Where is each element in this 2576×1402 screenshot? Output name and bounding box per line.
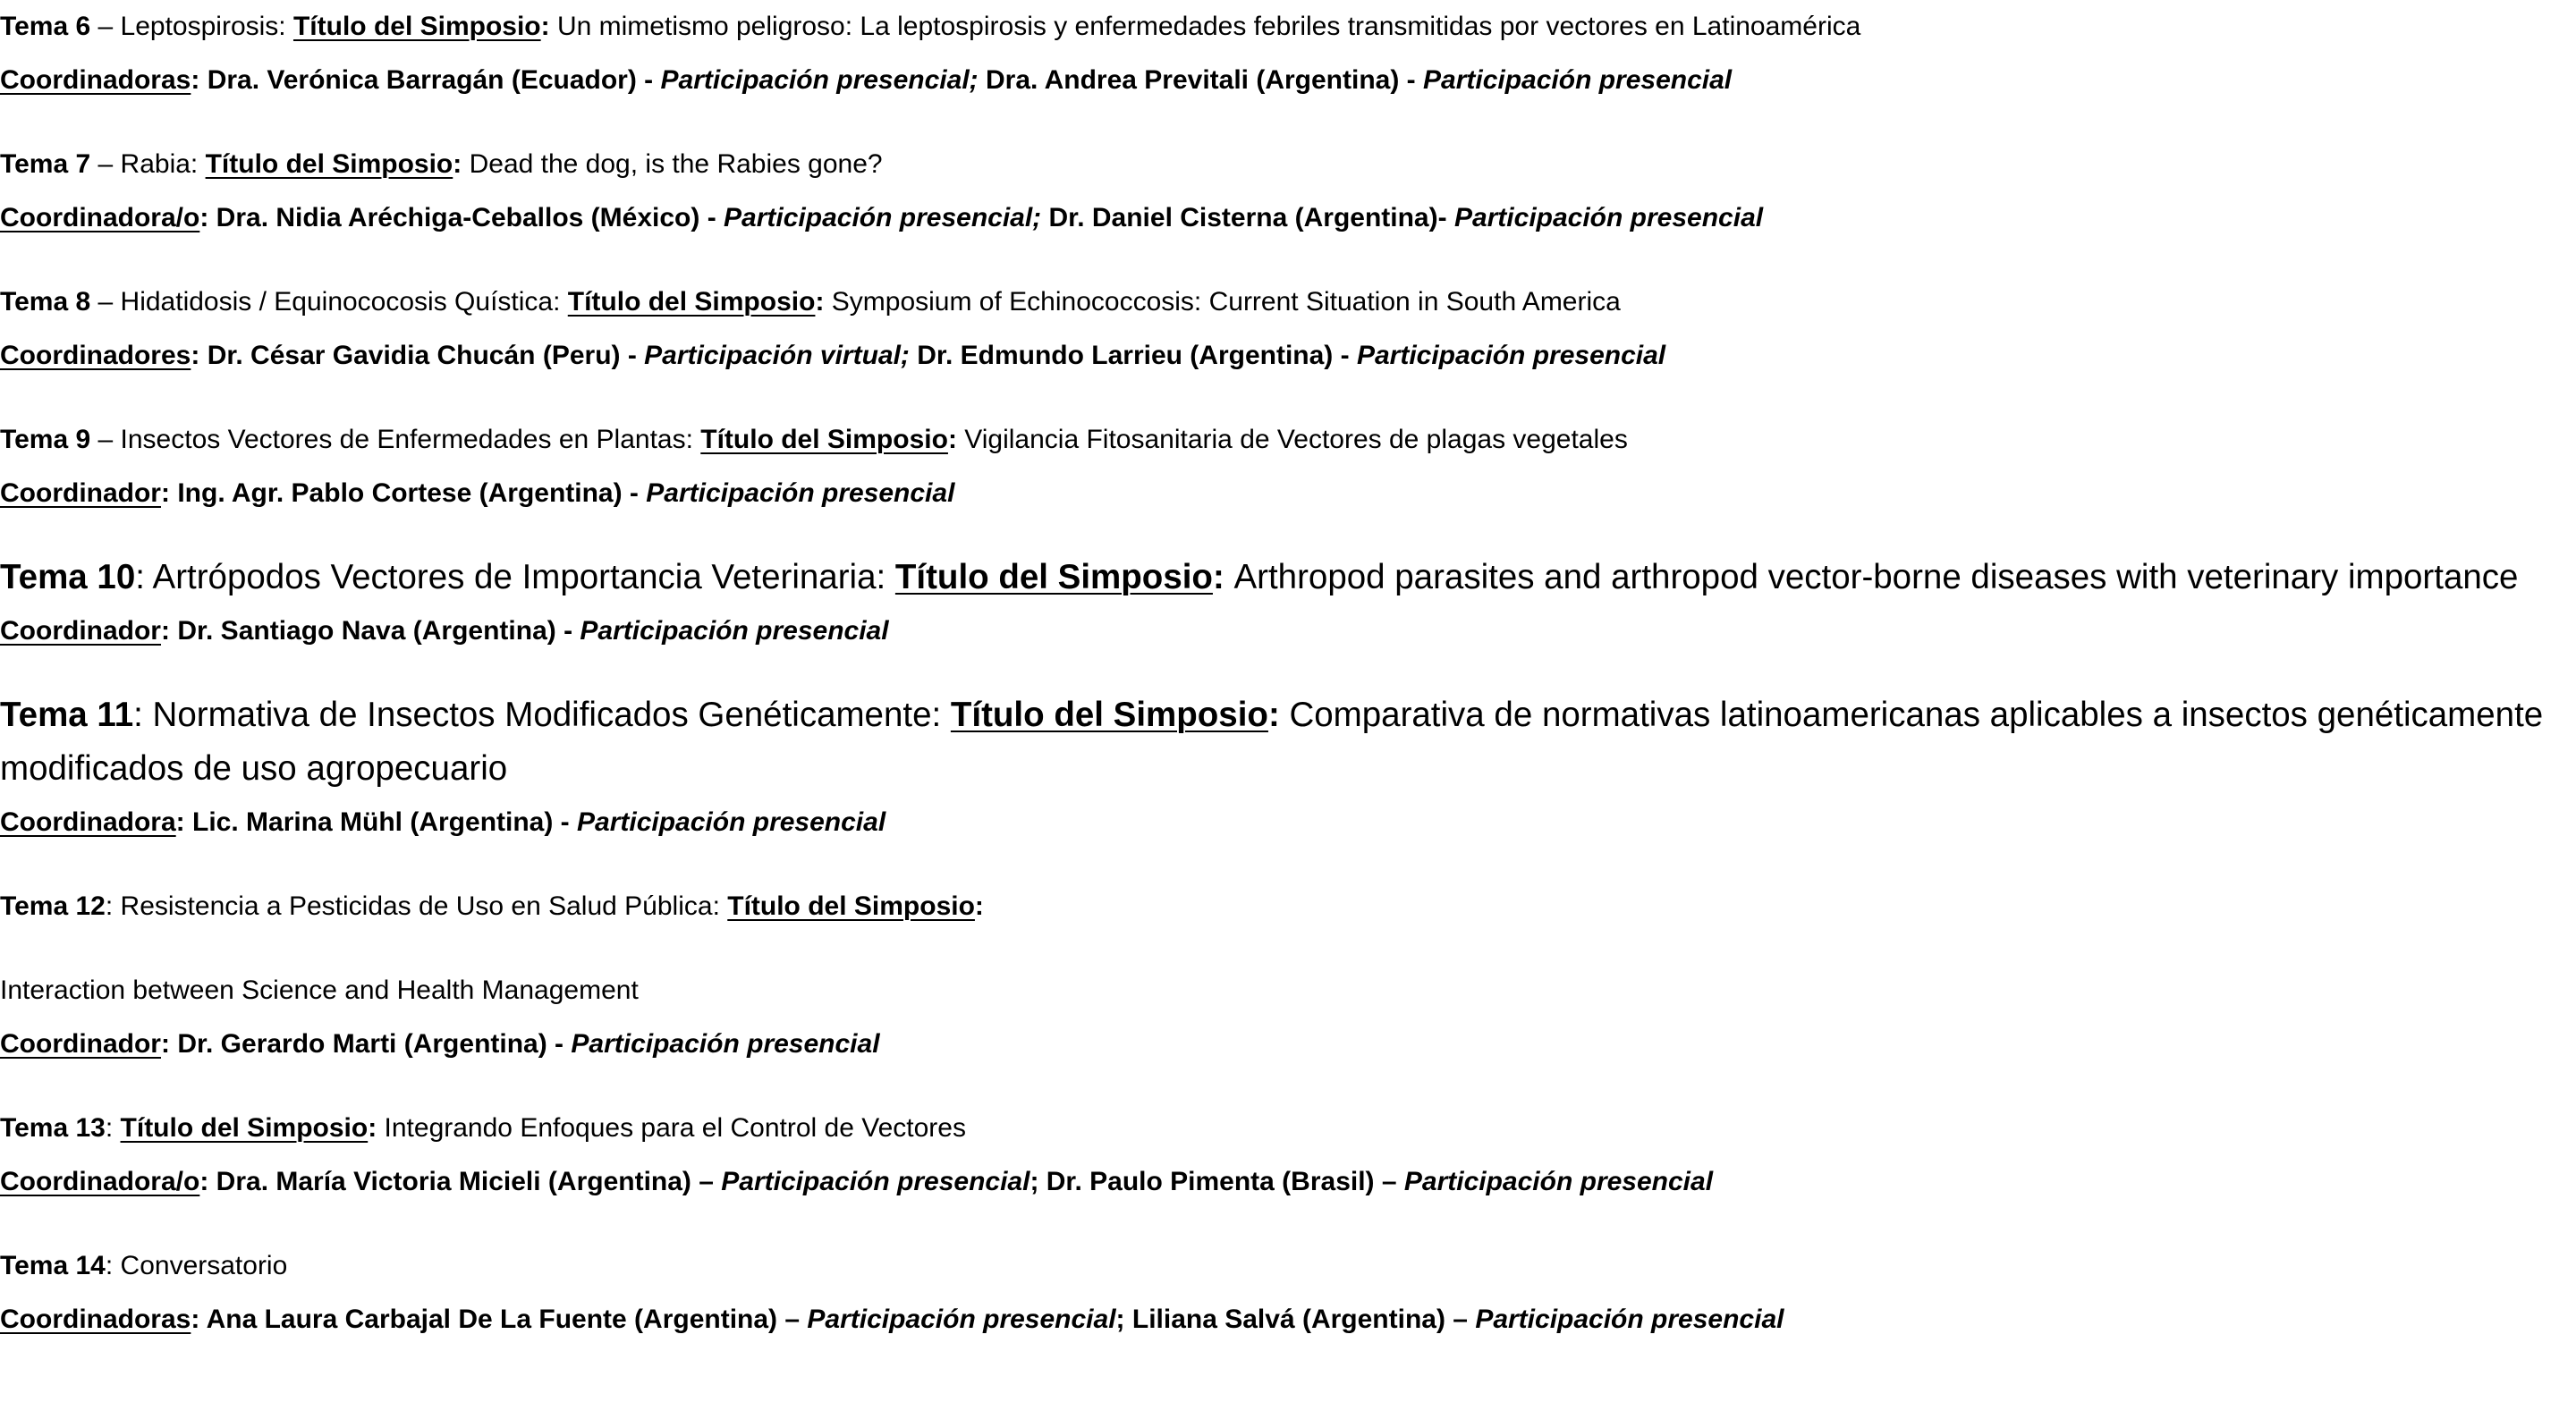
topic-area: Resistencia a Pesticidas de Uso en Salud Pública: xyxy=(120,891,728,921)
topic-block xyxy=(0,1102,2574,1209)
topic-line: Tema 8 – Hidatidosis / Equinococosis Quística: Título del Simposio: Symposium of Echinococcosis: Current Situation in South America xyxy=(0,287,1621,317)
topic-block xyxy=(0,688,2574,849)
coordinator-name: Ana Laura Carbajal De La Fuente (Argentina) – xyxy=(206,1305,808,1334)
coordinator-name: Dra. Verónica Barragán (Ecuador) - xyxy=(207,65,661,95)
coordinators-line: Coordinador: Dr. Gerardo Marti (Argentina) - Participación presencial xyxy=(0,1029,880,1059)
participation-mode: Participación presencial xyxy=(580,616,889,646)
topic-area: Artrópodos Vectores de Importancia Veterinaria: xyxy=(152,558,895,596)
topic-number: Tema 12 xyxy=(0,891,106,921)
symposium-title: Vigilancia Fitosanitaria de Vectores de plagas vegetales xyxy=(964,425,1628,454)
topic-number: Tema 14 xyxy=(0,1251,106,1280)
symposium-title-label: Título del Simposio xyxy=(292,12,541,41)
topic-number: Tema 9 xyxy=(0,425,91,454)
symposium-title-label: Título del Simposio xyxy=(205,149,453,179)
topic-number: Tema 6 xyxy=(0,12,91,41)
coordinators-line: Coordinador: Dr. Santiago Nava (Argentina) - Participación presencial xyxy=(0,616,889,646)
coordinators-label: Coordinadora/o xyxy=(0,1167,200,1196)
topic-number: Tema 11 xyxy=(0,696,134,734)
coordinator-name: Ing. Agr. Pablo Cortese (Argentina) - xyxy=(177,478,647,508)
coordinator-name: Dr. Gerardo Marti (Argentina) - xyxy=(177,1029,572,1059)
topic-line: Tema 9 – Insectos Vectores de Enfermedades en Plantas: Título del Simposio: Vigilancia Fitosanitaria de Vectores de plagas vegetales xyxy=(0,425,1628,454)
participation-mode: Participación virtual; xyxy=(644,341,910,370)
participation-mode: Participación presencial xyxy=(1423,65,1733,95)
coordinators-line: Coordinador: Ing. Agr. Pablo Cortese (Argentina) - Participación presencial xyxy=(0,478,955,508)
participation-mode: Participación presencial xyxy=(577,807,886,837)
coordinators-label: Coordinador xyxy=(0,478,161,508)
topic-line: Tema 14: Conversatorio xyxy=(0,1251,288,1280)
symposium-title: Symposium of Echinococcosis: Current Situation in South America xyxy=(831,287,1621,317)
participation-mode: Participación presencial xyxy=(646,478,955,508)
coordinator-name: Dra. Andrea Previtali (Argentina) - xyxy=(986,65,1423,95)
coordinator-name: Liliana Salvá (Argentina) – xyxy=(1131,1305,1476,1334)
coordinator-name: Dr. Edmundo Larrieu (Argentina) - xyxy=(917,341,1357,370)
participation-mode: Participación presencial xyxy=(1403,1167,1714,1196)
coordinators-label: Coordinadoras xyxy=(0,65,191,95)
topic-area: Conversatorio xyxy=(120,1251,288,1280)
coordinator-name: Dr. Daniel Cisterna (Argentina)- xyxy=(1048,203,1454,232)
topic-area: Rabia: xyxy=(120,149,206,179)
coordinators-line: Coordinadora: Lic. Marina Mühl (Argentina) - Participación presencial xyxy=(0,807,886,837)
coordinators-label: Coordinadoras xyxy=(0,1305,191,1334)
topic-line: Tema 11: Normativa de Insectos Modificados Genéticamente: Título del Simposio: Comparativa de normativas latinoamericanas aplicables a insectos genéticamente modificados de uso agropecuario xyxy=(0,696,2544,788)
topic-block xyxy=(0,138,2574,245)
coordinator-name: Dr. César Gavidia Chucán (Peru) - xyxy=(207,341,645,370)
coordinators-line: Coordinadora/o: Dra. Nidia Aréchiga-Ceballos (México) - Participación presencial; Dr. Daniel Cisterna (Argentina)- Participación presencial xyxy=(0,203,1764,232)
coordinators-label: Coordinadora/o xyxy=(0,203,200,232)
topic-block xyxy=(0,413,2574,520)
coordinators-label: Coordinador xyxy=(0,1029,161,1059)
symposium-title: Integrando Enfoques para el Control de Vectores xyxy=(384,1113,966,1143)
symposium-title-label: Título del Simposio xyxy=(950,696,1268,734)
topic-block xyxy=(0,1239,2574,1347)
topic-line: Tema 7 – Rabia: Título del Simposio: Dead the dog, is the Rabies gone? xyxy=(0,149,883,179)
topic-line: Tema 6 – Leptospirosis: Título del Simposio: Un mimetismo peligroso: La leptospirosis y enfermedades febriles transmitidas por vectores en Latinoamérica xyxy=(0,12,1861,41)
symposium-title: Arthropod parasites and arthropod vector-borne diseases with veterinary importance xyxy=(1233,558,2519,596)
symposium-title: Dead the dog, is the Rabies gone? xyxy=(469,149,883,179)
topic-area: Hidatidosis / Equinococosis Quística: xyxy=(120,287,568,317)
topic-number: Tema 13 xyxy=(0,1113,106,1143)
coordinators-label: Coordinador xyxy=(0,616,161,646)
symposium-title: Comparativa de normativas latinoamericanas aplicables a insectos genéticamente modificados de uso agropecuario xyxy=(0,696,2544,788)
topic-area: Insectos Vectores de Enfermedades en Plantas: xyxy=(120,425,701,454)
symposium-title-label: Título del Simposio xyxy=(567,287,816,317)
topic-number: Tema 7 xyxy=(0,149,91,179)
coordinators-label: Coordinadores xyxy=(0,341,191,370)
symposium-title: Interaction between Science and Health Management xyxy=(0,975,639,1005)
participation-mode: Participación presencial xyxy=(721,1167,1030,1196)
symposium-title-label: Título del Simposio xyxy=(894,558,1213,596)
participation-mode: Participación presencial xyxy=(1453,203,1764,232)
participation-mode: Participación presencial xyxy=(571,1029,880,1059)
coordinator-name: Dra. Nidia Aréchiga-Ceballos (México) - xyxy=(216,203,724,232)
coordinator-name: Dr. Paulo Pimenta (Brasil) – xyxy=(1046,1167,1404,1196)
coordinators-line: Coordinadoras: Dra. Verónica Barragán (Ecuador) - Participación presencial; Dra. Andrea Previtali (Argentina) - Participación presencial xyxy=(0,65,1733,95)
topic-block xyxy=(0,880,2574,1071)
symposium-title-label: Título del Simposio xyxy=(120,1113,369,1143)
symposium-title-label: Título del Simposio xyxy=(727,891,975,921)
coordinators-line: Coordinadora/o: Dra. María Victoria Micieli (Argentina) – Participación presencial; Dr. Paulo Pimenta (Brasil) – Participación presencial xyxy=(0,1167,1714,1196)
symposium-title-label: Título del Simposio xyxy=(700,425,948,454)
topic-number: Tema 8 xyxy=(0,287,91,317)
topic-block xyxy=(0,551,2574,658)
participation-mode: Participación presencial xyxy=(1475,1305,1784,1334)
participation-mode: Participación presencial; xyxy=(724,203,1042,232)
coordinator-name: Lic. Marina Mühl (Argentina) - xyxy=(192,807,578,837)
topic-line: Tema 13: Título del Simposio: Integrando Enfoques para el Control de Vectores xyxy=(0,1113,966,1143)
topic-area: Leptospirosis: xyxy=(120,12,293,41)
symposium-title: Un mimetismo peligroso: La leptospirosis y enfermedades febriles transmitidas por vectores en Latinoamérica xyxy=(556,12,1861,41)
participation-mode: Participación presencial; xyxy=(660,65,979,95)
participation-mode: Participación presencial xyxy=(1356,341,1666,370)
topic-area: Normativa de Insectos Modificados Genéticamente: xyxy=(152,696,951,734)
coordinator-name: Dr. Santiago Nava (Argentina) - xyxy=(177,616,580,646)
coordinators-line: Coordinadores: Dr. César Gavidia Chucán (Peru) - Participación virtual; Dr. Edmundo Larrieu (Argentina) - Participación presencial xyxy=(0,341,1666,370)
coordinators-label: Coordinadora xyxy=(0,807,176,837)
participation-mode: Participación presencial xyxy=(807,1305,1116,1334)
topic-line: Tema 10: Artrópodos Vectores de Importancia Veterinaria: Título del Simposio: Arthropod parasites and arthropod vector-borne diseases with veterinary importance xyxy=(0,558,2519,596)
topic-line: Tema 12: Resistencia a Pesticidas de Uso en Salud Pública: Título del Simposio: xyxy=(0,891,984,921)
topic-block xyxy=(0,275,2574,383)
topic-number: Tema 10 xyxy=(0,558,136,596)
coordinator-name: Dra. María Victoria Micieli (Argentina) – xyxy=(216,1167,722,1196)
coordinators-line: Coordinadoras: Ana Laura Carbajal De La Fuente (Argentina) – Participación presencial; Liliana Salvá (Argentina) – Participación presencial xyxy=(0,1305,1784,1334)
topic-block xyxy=(0,0,2574,107)
